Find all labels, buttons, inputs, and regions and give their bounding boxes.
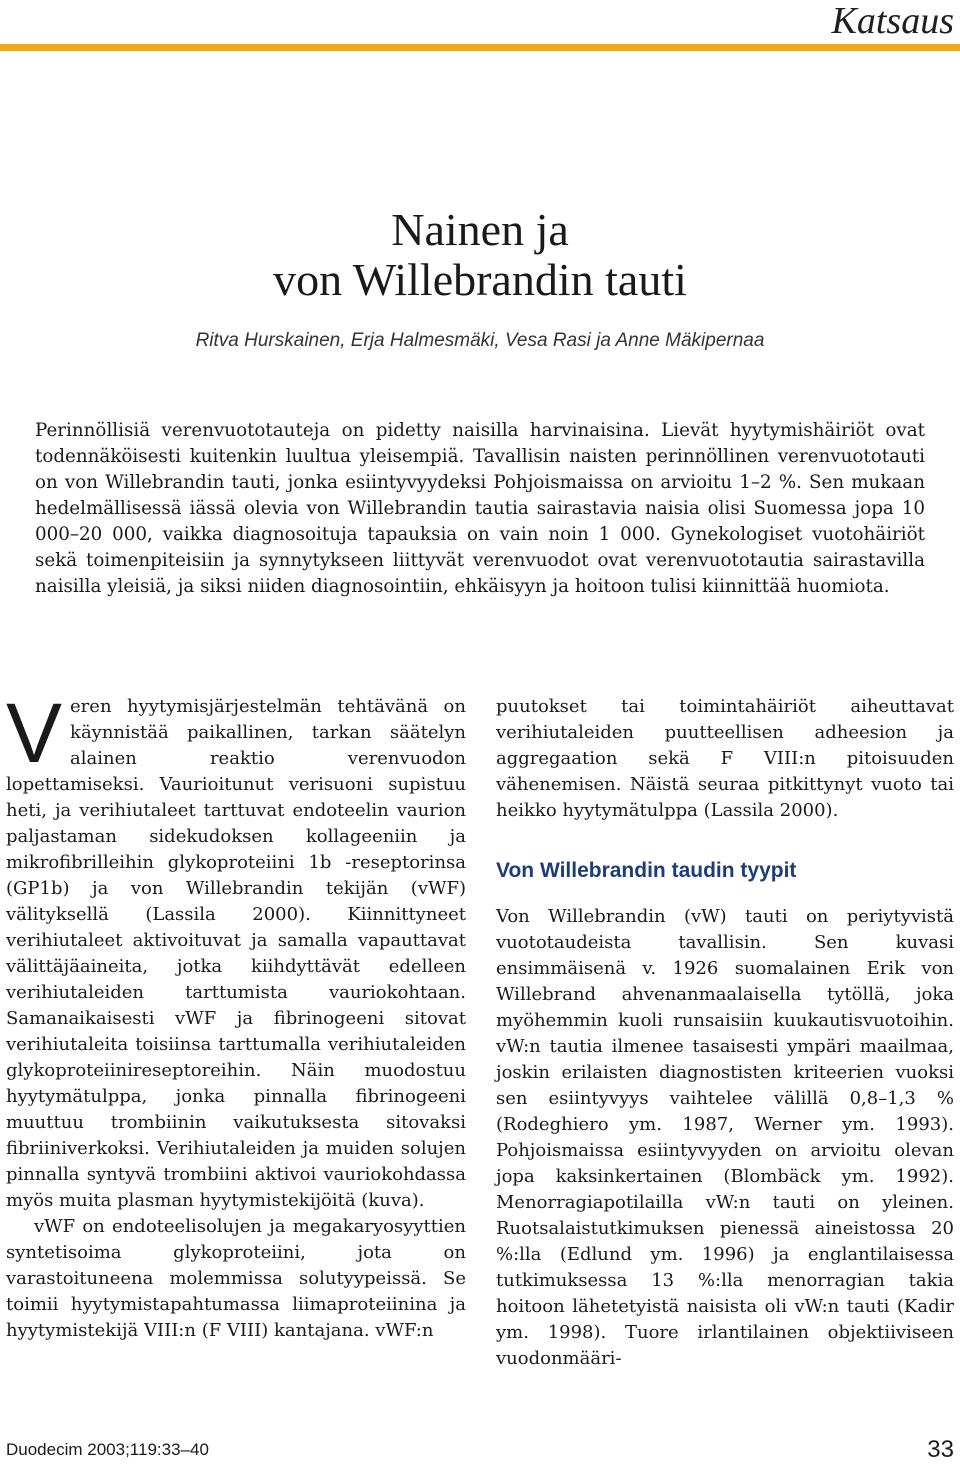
body-column-left [6,686,466,1344]
paragraph-text: eren hyytymisjärjestelmän tehtävänä on käynnistää paikallinen, tarkan säätelyn alainen reaktio verenvuodon lopettamiseksi. Vaurioitunut verisuoni supistuu heti, ja verihiutaleet tarttuvat endoteelin vaurion paljastaman sidekudoksen kollageeniin ja mikrofibrilleihin glykoproteiini 1b -reseptorinsa (GP1b) ja von Willebrandin tekijän (vWF) välityksellä (Lassila 2000). Kiinnittyneet verihiutaleet aktivoituvat ja samalla vapauttavat välittäjäaineita, jotka kiihdyttävät edelleen verihiutaleiden tarttumista vauriokohtaan. Samanaikaisesti vWF ja fibrinogeeni sitovat verihiutaleita toisiinsa tarttumalla verihiutaleiden glykoproteiinireseptoreihin. Näin muodostuu hyytymätulppa, jonka pinnalla fibrinogeeni muuttuu trombiinin vaikutuksesta sitovaksi fibriiniverkoksi. Verihiutaleiden ja muiden solujen pinnalla syntyvä trombiini aktivoi vauriokohdassa myös muita plasman hyytymistekijöitä (kuva). [6,696,466,1211]
body-column-right [496,694,954,1372]
drop-cap: V [6,686,63,780]
section-label: Katsaus [831,0,954,42]
section-heading: Von Willebrandin taudin tyypit [496,859,797,882]
page-number: 33 [927,1436,954,1463]
title-line-2: von Willebrandin tauti [273,254,687,305]
article-title [0,205,960,305]
journal-citation: Duodecim 2003;119:33–40 [6,1440,209,1459]
section-header-bar [0,0,960,51]
body-paragraph: Von Willebrandin (vW) tauti on periytyvistä vuototaudeista tavallisin. Sen kuvasi ensimmäisenä v. 1926 suomalainen Erik von Willebrand ahvenanmaalaisella tytöllä, joka myöhemmin kuoli runsaisiin kuukautisvuotoihin. vW:n tautia ilmenee tasaisesti ympäri maailmaa, joskin erilaisten diagnostisten kriteerien vuoksi sen esiintyvyys vaihtelee välillä 0,8–1,3 % (Rodeghiero ym. 1987, Werner ym. 1993). Pohjoismaissa esiintyvyyden on arvioitu olevan jopa kaksinkertainen (Blombäck ym. 1992). Menorragiapotilailla vW:n tauti on yleinen. Ruotsalaistutkimuksen pienessä aineistossa 20 %:lla (Edlund ym. 1996) ja englantilaisessa tutkimuksessa 13 %:lla menorragian takia hoitoon lähetetyistä naisista oli vW:n tauti (Kadir ym. 1998). Tuore irlantilainen objektiiviseen vuodonmääri- [496,906,954,1369]
title-line-1: Nainen ja [391,204,569,255]
article-authors: Ritva Hurskainen, Erja Halmesmäki, Vesa Rasi ja Anne Mäkipernaa [195,330,765,351]
body-paragraph [6,686,466,1214]
article-abstract: Perinnöllisiä verenvuototauteja on pidetty naisilla harvinaisina. Lievät hyytymishäiriöt ovat todennäköisesti kuitenkin luultua yleisempiä. Tavallisin naisten perinnöllinen verenvuototauti on von Willebrandin tauti, jonka esiintyvyydeksi Pohjoismaissa on arvioitu 1–2 %. Sen mukaan hedelmällisessä iässä olevia von Willebrandin tautia sairastavia naisia olisi Suomessa jopa 10 000–20 000, vaikka diagnosoituja tapauksia on vain noin 1 000. Gynekologiset vuotohäiriöt sekä toimenpiteisiin ja synnytykseen liittyvät verenvuodot ovat verenvuototautia sairastavilla naisilla yleisiä, ja siksi niiden diagnosointiin, ehkäisyyn ja hoitoon tulisi kiinnittää huomiota. [35,420,925,597]
body-paragraph: vWF on endoteelisolujen ja megakaryosyyttien syntetisoima glykoproteiini, jota on varastoituneena molemmissa solutyypeissä. Se toimii hyytymistapahtumassa liimaproteiinina ja hyytymistekijä VIII:n (F VIII) kantajana. vWF:n [6,1216,466,1341]
body-paragraph: puutokset tai toimintahäiriöt aiheuttavat verihiutaleiden puutteellisen adheesion ja aggregaation sekä F VIII:n pitoisuuden vähenemisen. Näistä seuraa pitkittynyt vuoto tai heikko hyytymätulppa (Lassila 2000). [496,696,954,821]
